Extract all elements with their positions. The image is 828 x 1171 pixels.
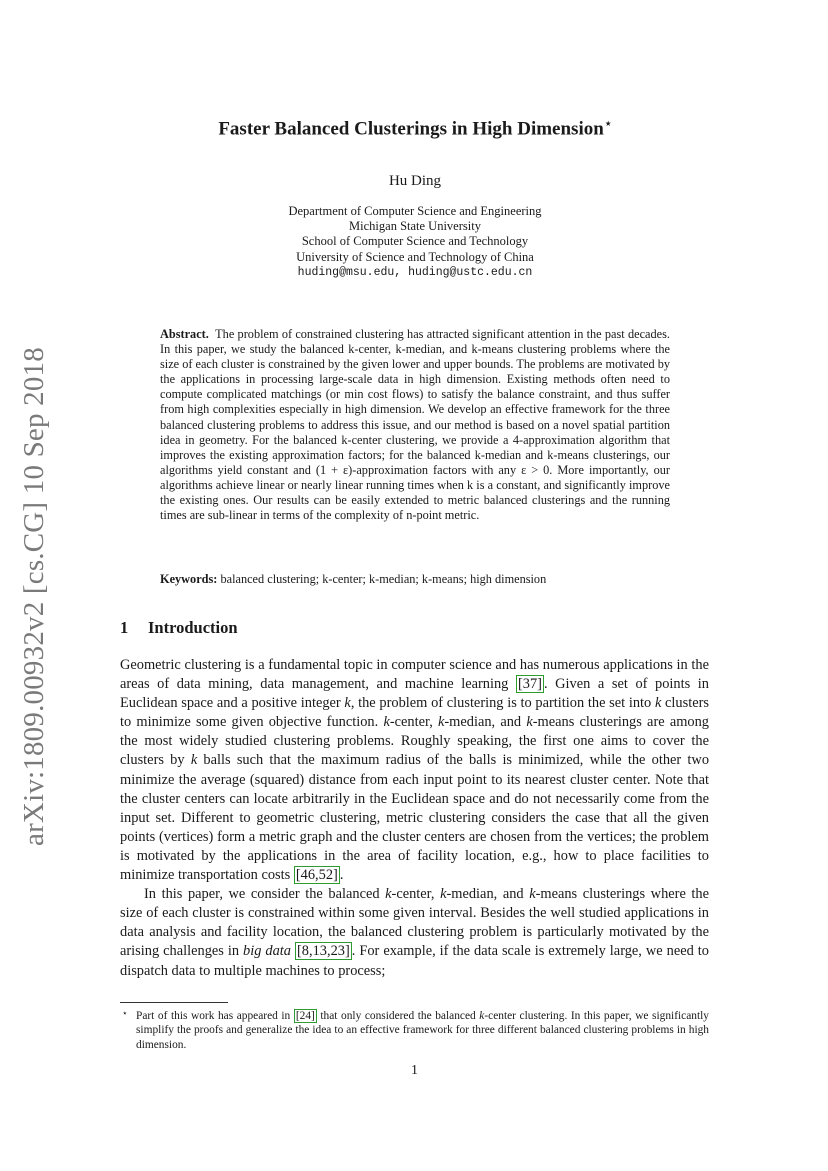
text-run: -means clusterings where the size of each cluster is constrained within some given interval. Besides the well studied applications in data analysis and facility location, the balanced clustering problem is particularly motivated by the arising challenges in [120,886,710,960]
keywords-label: Keywords: [160,572,218,586]
math-symbol: k [383,714,390,731]
text-run: , the problem of clustering is to partition the set into [350,695,655,712]
math-symbol: k [190,752,198,769]
keywords-text: balanced clustering; k-center; k-median; k-means; high dimension [220,572,547,586]
abstract-text: The problem of constrained clustering has attracted significant attention in the past decades. In this paper, we study the balanced k-center, k-median, and k-means clustering problems where the size of each cluster is constrained by the given lower and upper bounds. The problems are motivated by the applications in processing large-scale data in high dimension. Existing methods often need to compute complicated matchings (or min cost flows) to satisfy the balance constraint, and thus suffer from high complexities especially in high dimension. We develop an effective framework for the three balanced clustering problems to address this issue, and our method is based on a novel spatial partition idea in geometry. For the balanced k-center clustering, we provide a 4-approximation algorithm that improves the existing approximation factors; for the balanced k-median and k-means clusterings, our algorithms yield constant and (1 + ε)-approximation factors with any ε > 0. More importantly, our algorithms achieve linear or nearly linear running times when k is a constant, and significantly improve the existing ones. Our results can be easily extended to metric balanced clusterings and the running times are sub-linear in terms of the complexity of n-point metric. [160,327,670,523]
math-symbol: k [654,695,662,712]
text-run: -center, [389,714,438,731]
affiliation-line: Michigan State University [349,219,481,234]
text-run: Geometric clustering is a fundamental topic in computer science and has numerous applications in the areas of data mining, data management, and machine learning [120,657,709,693]
footnote [120,1009,709,1052]
math-symbol: k [440,886,447,903]
math-symbol: k [529,886,536,903]
section-heading [120,618,238,638]
arxiv-identifier: arXiv:1809.00932v2 [cs.CG] 10 Sep 2018 [18,347,50,846]
footnote-mark: ⋆ [122,1008,128,1018]
title-footnote-mark: ⋆ [604,118,612,130]
text-run: -center clustering. In this paper, we significantly simplify the proofs and generalize the idea to an effective framework for three different balanced clustering problems in high dimension. [136,1010,709,1051]
body-paragraph [120,885,709,980]
page-number: 1 [411,1063,418,1078]
text-run: clusters to minimize some given objective function. [120,695,710,731]
text-run: -median, and [444,714,527,731]
author-emails: huding@msu.edu, huding@ustc.edu.cn [297,265,533,279]
text-run: . [339,867,344,884]
text-run: . For example, if the data scale is extremely large, we need to dispatch data to multiple machines to process; [120,943,709,979]
footnote-rule [120,1002,228,1003]
text-run: -means clusterings are among the most widely studied clustering problems. Roughly speaking, the first one aims to cover the clusters by [120,714,709,769]
math-symbol: k [479,1010,485,1022]
text-run: balls such that the maximum radius of the balls is minimized, while the other two minimize the average (squared) distance from each input point to its nearest cluster center. Note that the cluster centers can locate arbitrarily in the Euclidean space and do not necessarily come from the input set. Different to geometric clustering, metric clustering considers the case that all the given points (vertices) form a metric graph and the cluster centers are chosen from the vertices; the problem is motivated by the applications in the area of facility location, e.g., how to place facilities to minimize transportation costs [120,752,710,884]
affiliation-line: Department of Computer Science and Engineering [288,204,542,218]
affiliations [120,204,710,280]
citation-link[interactable]: [8,13,23] [297,943,350,960]
affiliation-line: University of Science and Technology of China [296,249,534,264]
math-symbol: k [438,714,445,731]
affiliation-line: School of Computer Science and Technology [301,234,529,249]
paper-title [120,117,710,140]
text-run: that only considered the balanced [316,1010,480,1022]
text-run: . Given a set of points in Euclidean space and a positive integer [120,676,709,712]
text-run: -median, and [446,886,530,903]
math-symbol: k [526,714,533,731]
citation-link[interactable]: [46,52] [295,867,338,884]
keywords [160,572,670,587]
abstract-label: Abstract. [160,327,209,341]
citation-link[interactable]: [24] [295,1010,315,1022]
section-number: 1 [120,618,129,637]
text-run: In this paper, we consider the balanced [144,886,386,903]
math-symbol: big data [243,943,292,960]
author-name: Hu Ding [388,173,442,189]
text-run: -center, [391,886,441,903]
title-text: Faster Balanced Clusterings in High Dimension [218,118,604,140]
citation-link[interactable]: [37] [517,676,542,693]
section-title: Introduction [148,618,238,637]
body-paragraph [120,656,709,885]
footnote-text [136,1009,709,1051]
math-symbol: k [344,695,351,712]
math-symbol: k [385,886,392,903]
abstract [160,327,670,523]
body-text [120,656,709,981]
text-run: Part of this work has appeared in [136,1010,294,1022]
